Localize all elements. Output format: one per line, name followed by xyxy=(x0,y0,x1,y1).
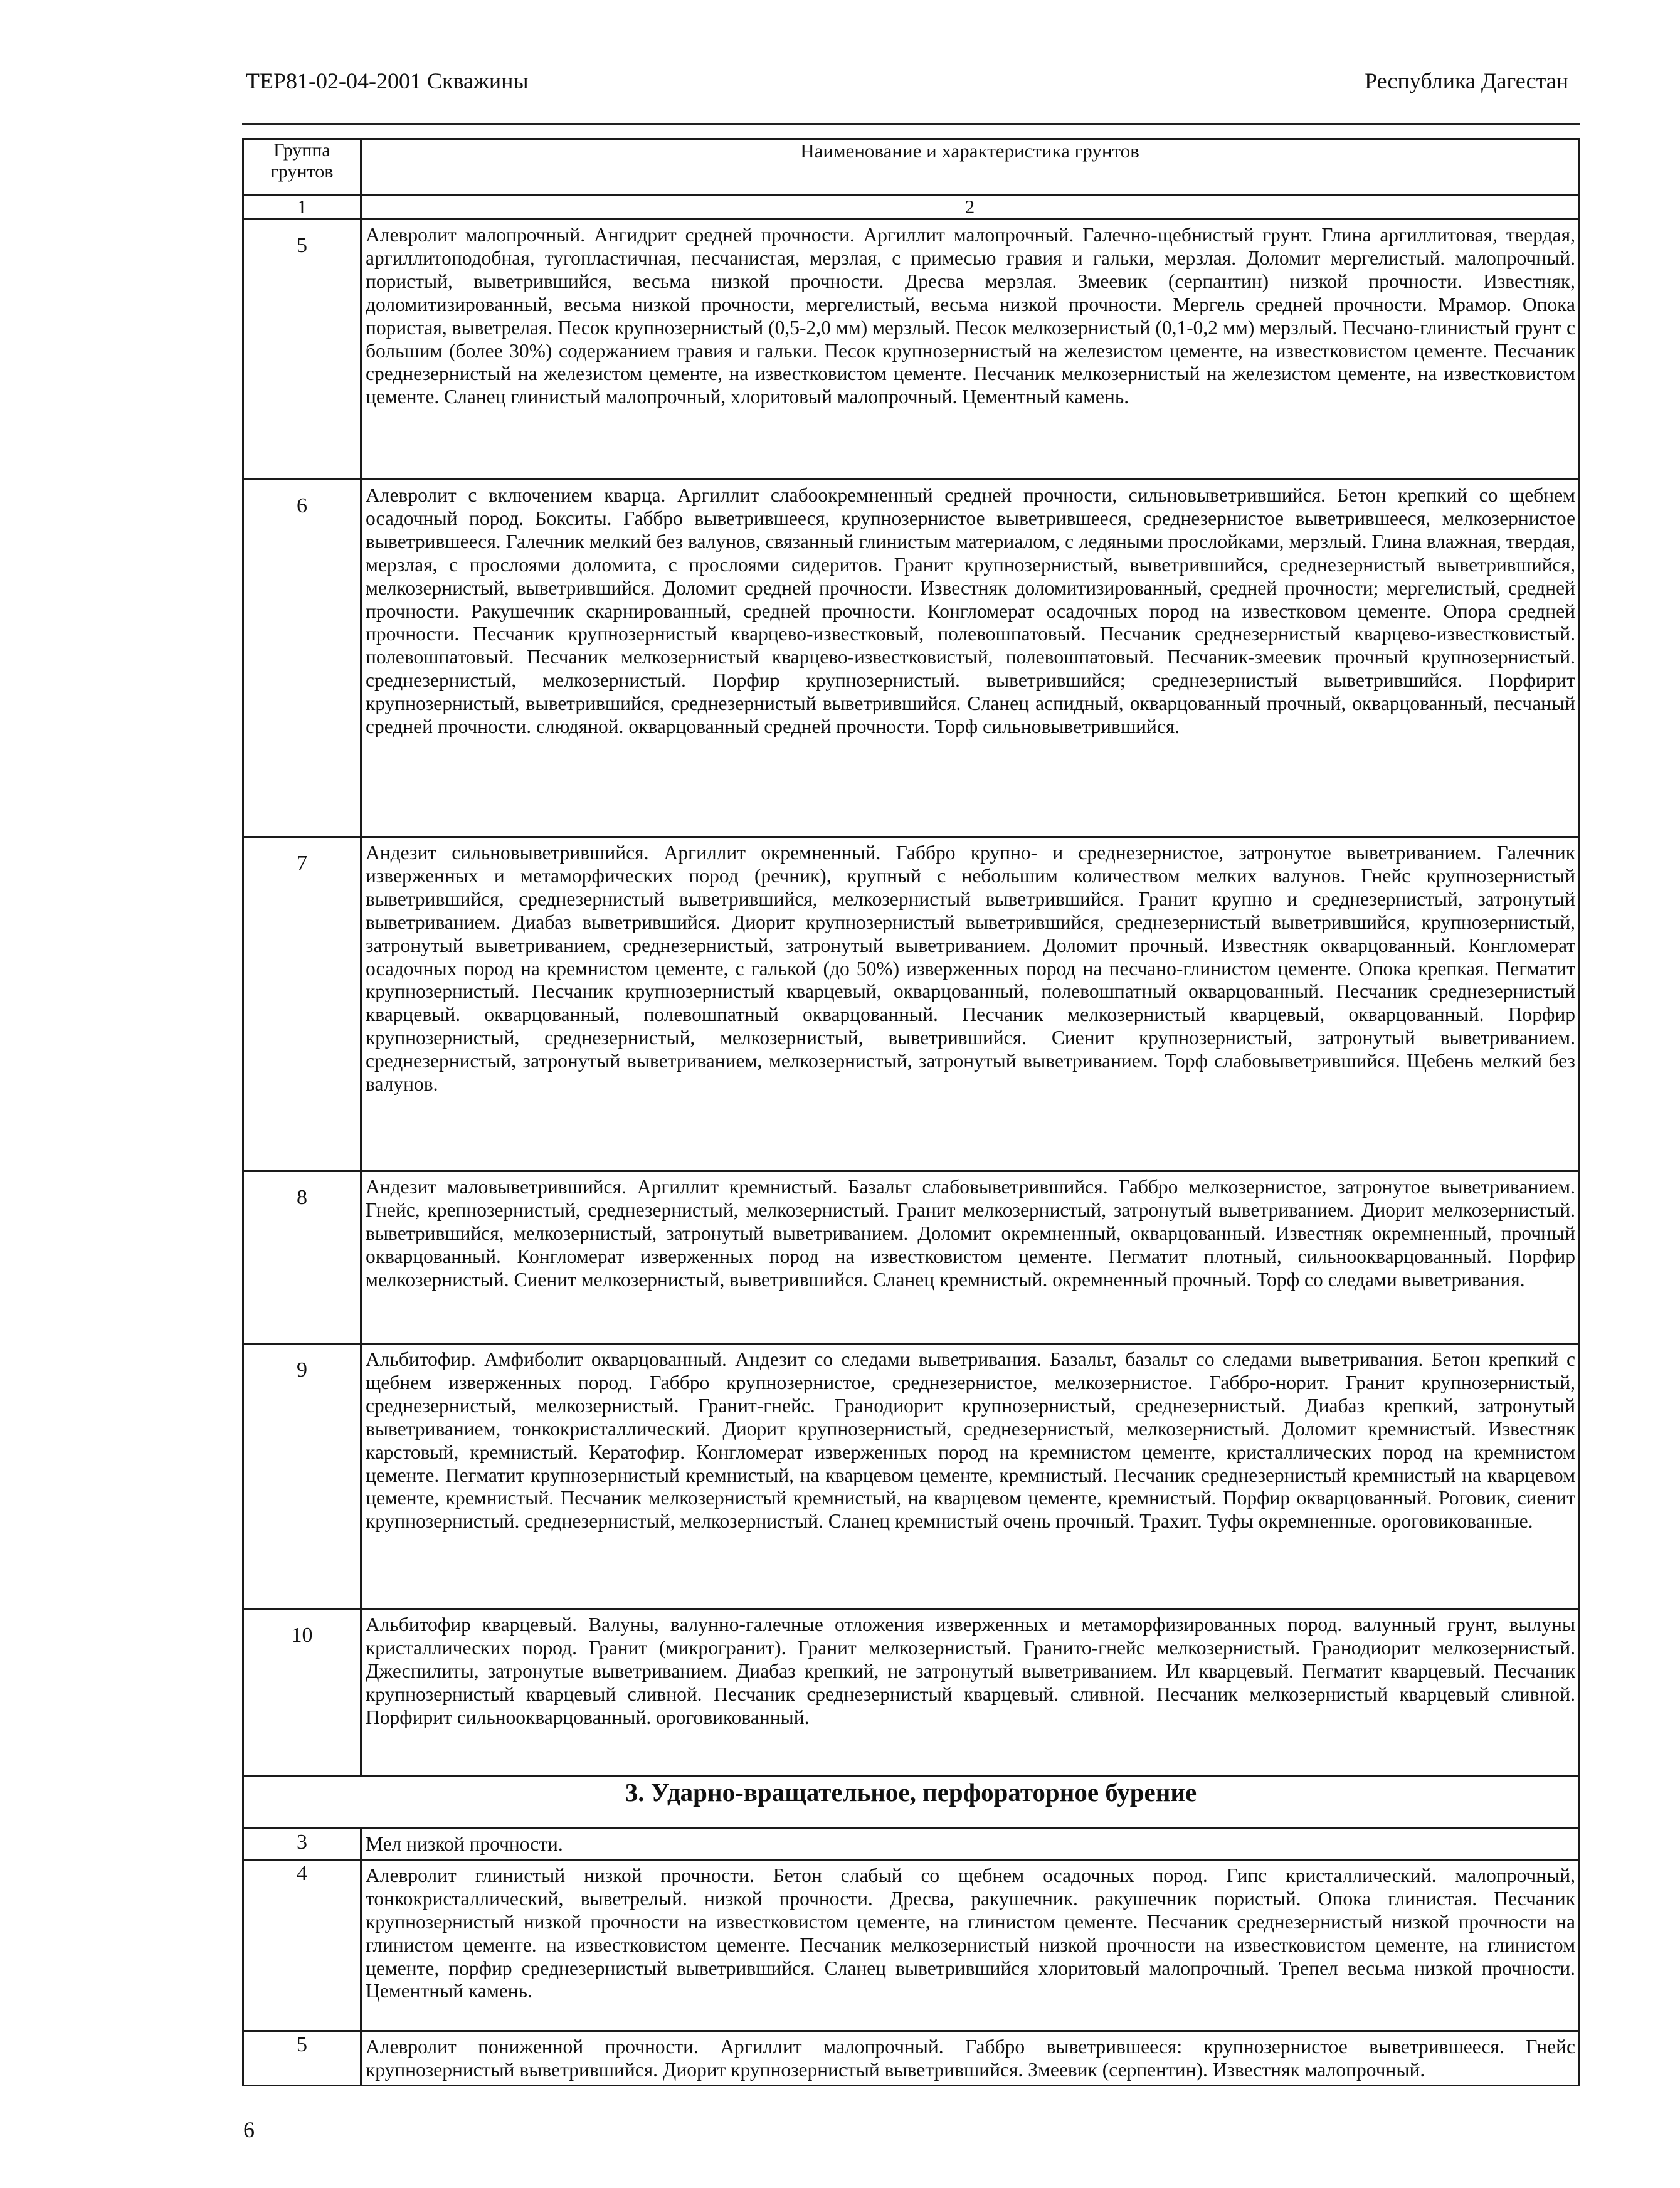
soil-description: Мел низкой прочности. xyxy=(361,1829,1579,1860)
soil-description: Андезит сильновыветрившийся. Аргиллит окремненный. Габбро крупно- и среднезернистое, затронутое выветриванием. Галечник изверженных и метаморфических пород (речник), крупный с небольшим количеством мелких валунов. Гнейс крупнозернистый выветрившийся, среднезернистый выветрившийся, мелкозернистый выветрившийся. Гранит крупно и среднезернистый, затронутый выветриванием. Диабаз выветрившийся. Диорит крупнозернистый выветрившийся, среднезернистый выветрившийся, крупнозернистый, затронутый выветриванием, среднезернистый, затронутый выветриванием. Доломит прочный. Известняк окварцованный. Конгломерат осадочных пород на кремнистом цементе, с галькой (до 50%) изверженных пород на песчано-глинистом цементе. Опока крепкая. Пегматит крупнозернистый. Песчаник крупнозернистый кварцевый, окварцованный, полевошпатный окварцованный. Песчаник среднезернистый кварцевый. окварцованный, полевошпатный окварцованный. Песчаник мелкозернистый кварцевый, окварцованный. Порфир крупнозернистый, среднезернистый, мелкозернистый, выветрившийся. Сиенит крупнозернистый, затронутый выветриванием. среднезернистый, затронутый выветриванием, мелкозернистый, затронутый выветриванием. Торф слабовыветрившийся. Щебень мелкий без валунов. xyxy=(361,837,1579,1171)
group-number: 8 xyxy=(243,1171,361,1344)
table-row xyxy=(243,2031,1579,2085)
table-row xyxy=(243,219,1579,480)
soil-description: Алевролит с включением кварца. Аргиллит слабоокремненный средней прочности, сильновыветрившийся. Бетон крепкий со щебнем осадочный пород. Бокситы. Габбро выветрившееся, крупнозернистое выветрившееся, среднезернистое выветрившееся, мелкозернистое выветрившееся. Галечник мелкий без валунов, связанный глинистым материалом, с ледяными прослойками, мерзлый. Глина влажная, твердая, мерзлая, с прослоями доломита, с прослоями сидеритов. Гранит крупнозернистый, выветрившийся, среднезернистый выветрившийся, мелкозернистый, выветрившийся. Доломит средней прочности. Известняк доломитизированный, средней прочности; мергелистый, средней прочности. Ракушечник скарнированный, средней прочности. Конгломерат осадочных пород на известковом цементе. Опора средней прочности. Песчаник крупнозернистый кварцево-известковый, полевошпатовый. Песчаник среднезернистый кварцево-известковистый. полевошпатовый. Песчаник мелкозернистый кварцево-известковистый, полевошпатовый. Песчаник-змеевик прочный крупнозернистый. среднезернистый, мелкозернистый. Порфир крупнозернистый. выветрившийся; среднезернистый выветрившийся. Порфирит крупнозернистый, выветрившийся, среднезернистый выветрившийся. Сланец аспидный, окварцованный прочный, окварцованный, песчаный средней прочности. слюдяной. окварцованный средней прочности. Торф сильновыветрившийся. xyxy=(361,480,1579,837)
table-row xyxy=(243,480,1579,837)
column-number-2: 2 xyxy=(361,195,1579,219)
group-number: 5 xyxy=(243,219,361,480)
soil-groups-table xyxy=(242,138,1580,2086)
column-header-group: Группа грунтов xyxy=(243,139,361,195)
table-row xyxy=(243,1609,1579,1777)
group-number: 6 xyxy=(243,480,361,837)
group-number: 9 xyxy=(243,1344,361,1609)
soil-description: Алевролит пониженной прочности. Аргиллит малопрочный. Габбро выветрившееся: крупнозернистое выветрившееся. Гнейс крупнозернистый выветрившийся. Диорит крупнозернистый выветрившийся. Змеевик (серпентин). Известняк малопрочный. xyxy=(361,2031,1579,2085)
group-number: 4 xyxy=(243,1859,361,2031)
document-header-title: ТЕР81-02-04-2001 Скважины xyxy=(246,68,529,93)
column-header-description: Наименование и характеристика грунтов xyxy=(361,139,1579,195)
soil-description: Альбитофир кварцевый. Валуны, валунно-галечные отложения изверженных и метаморфизированных пород. валунный грунт, вылуны кристаллических пород. Гранит (микрогранит). Гранит мелкозернистый. Гранито-гнейс мелкозернистый. Гранодиорит мелкозернистый. Джеспилиты, затронутые выветриванием. Диабаз крепкий, не затронутый выветриванием. Ил кварцевый. Пегматит кварцевый. Песчаник крупнозернистый кварцевый сливной. Песчаник среднезернистый кварцевый. сливной. Песчаник мелкозернистый кварцевый сливной. Порфирит сильноокварцованный. ороговикованный. xyxy=(361,1609,1579,1777)
section-title: 3. Ударно-вращательное, перфораторное бурение xyxy=(243,1777,1579,1829)
soil-description: Андезит маловыветрившийся. Аргиллит кремнистый. Базальт слабовыветрившийся. Габбро мелкозернистое, затронутое выветриванием. Гнейс, крепнозернистый, среднезернистый, мелкозернистый. Гранит мелкозернистый, затронутый выветриванием. Диорит мелкозернистый. выветрившийся, мелкозернистый, затронутый выветриванием. Доломит окремненный, окварцованный. Известняк окремненный, прочный окварцованный. Конгломерат изверженных пород на известковистом цементе. Пегматит плотный, сильноокварцованный. Порфир мелкозернистый. Сиенит мелкозернистый, выветрившийся. Сланец кремнистый. окремненный прочный. Торф со следами выветривания. xyxy=(361,1171,1579,1344)
soil-description: Алевролит глинистый низкой прочности. Бетон слабый со щебнем осадочных пород. Гипс кристаллический. малопрочный, тонкокристаллический, выветрелый. низкой прочности. Дресва, ракушечник. ракушечник пористый. Опока глинистая. Песчаник крупнозернистый низкой прочности на известковистом цементе, на глинистом цементе. Песчаник среднезернистый низкой прочности на глинистом цементе. на известковистом цементе. Песчаник мелкозернистый низкой прочности на известковистом цементе, на глинистом цементе, порфир среднезернистый выветрившийся. Сланец выветрившийся хлоритовый малопрочный. Трепел весьма низкой прочности. Цементный камень. xyxy=(361,1859,1579,2031)
group-number: 10 xyxy=(243,1609,361,1777)
section-heading-row xyxy=(243,1777,1579,1829)
group-number: 5 xyxy=(243,2031,361,2085)
table-row xyxy=(243,1859,1579,2031)
header-divider xyxy=(242,123,1580,125)
table-row xyxy=(243,1171,1579,1344)
document-header-region: Республика Дагестан xyxy=(1365,68,1568,93)
group-number: 7 xyxy=(243,837,361,1171)
table-row xyxy=(243,837,1579,1171)
table-header-row xyxy=(243,139,1579,195)
soil-description: Алевролит малопрочный. Ангидрит средней прочности. Аргиллит малопрочный. Галечно-щебнистый грунт. Глина аргиллитовая, твердая, аргиллитоподобная, тугопластичная, песчанистая, мерзлая, с примесью гравия и гальки, мерзлая. Доломит мергелистый. малопрочный. пористый, выветрившийся, весьма низкой прочности. Дресва мерзлая. Змеевик (серпантин) низкой прочности. Известняк, доломитизированный, весьма низкой прочности, мергелистый, весьма низкой прочности. Мергель средней прочности. Мрамор. Опока пористая, выветрелая. Песок крупнозернистый (0,5-2,0 мм) мерзлый. Песок мелкозернистый (0,1-0,2 мм) мерзлый. Песчано-глинистый грунт с большим (более 30%) содержанием гравия и гальки. Песок крупнозернистый на железистом цементе, на известковистом цементе. Песчаник среднезернистый на железистом цементе, на известковистом цементе. Песчаник мелкозернистый на железистом цементе, на известковистом цементе. Сланец глинистый малопрочный, хлоритовый малопрочный. Цементный камень. xyxy=(361,219,1579,480)
column-number-1: 1 xyxy=(243,195,361,219)
group-number: 3 xyxy=(243,1829,361,1860)
page-number: 6 xyxy=(243,2117,255,2142)
soil-description: Альбитофир. Амфиболит окварцованный. Андезит со следами выветривания. Базальт, базальт со следами выветривания. Бетон крепкий с щебнем изверженных пород. Габбро крупнозернистое, среднезернистое, мелкозернистое. Габбро-норит. Гранит крупнозернистый, среднезернистый, мелкозернистый. Гранит-гнейс. Гранодиорит крупнозернистый, среднезернистый. Диабаз крепкий, затронутый выветриванием, тонкокристаллический. Диорит крупнозернистый, среднезернистый, мелкозернистый. Доломит кремнистый. Известняк карстовый, кремнистый. Кератофир. Конгломерат изверженных пород на кремнистом цементе, кристаллических пород на кремнистом цементе. Пегматит крупнозернистый кремнистый, на кварцевом цементе, кремнистый. Песчаник среднезернистый кремнистый на кварцевом цементе, кремнистый. Песчаник мелкозернистый кремнистый, на кварцевом цементе, кремнистый. Порфир окварцованный. Роговик, сиенит крупнозернистый. среднезернистый, мелкозернистый. Сланец кремнистый очень прочный. Трахит. Туфы окремненные. ороговикованные. xyxy=(361,1344,1579,1609)
table-row xyxy=(243,1344,1579,1609)
table-row xyxy=(243,1829,1579,1860)
column-number-row xyxy=(243,195,1579,219)
